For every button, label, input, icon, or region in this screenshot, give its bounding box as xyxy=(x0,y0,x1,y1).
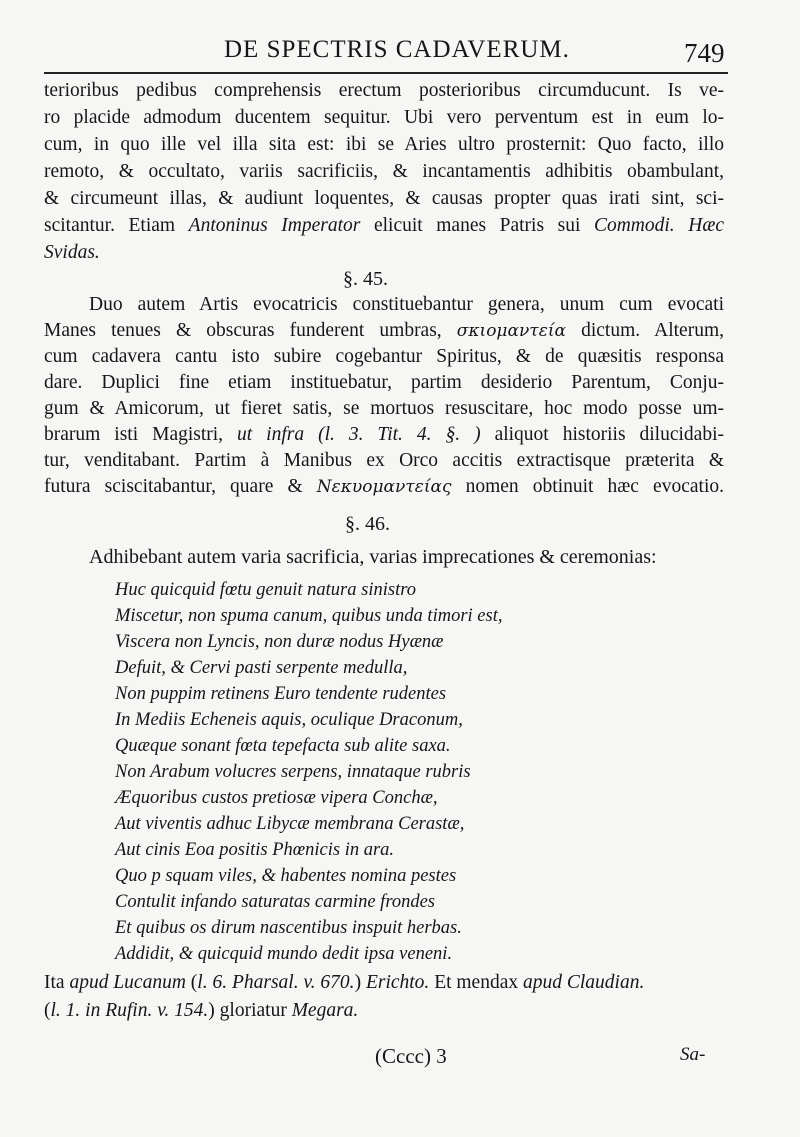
text-line xyxy=(44,972,724,994)
verse-line: Æquoribus custos pretiosæ vipera Conchæ, xyxy=(115,788,438,808)
verse-line: Defuit, & Cervi pasti serpente medulla, xyxy=(115,658,408,678)
source-name: apud Claudian. xyxy=(523,972,645,993)
text-run: brarum isti Magistri, xyxy=(44,424,238,445)
greek-term: σκιομαντεία xyxy=(456,321,566,341)
text-run: scitantur. Etiam xyxy=(44,215,189,236)
text-line xyxy=(44,1000,724,1022)
page-number: 749 xyxy=(684,38,725,68)
text-run: ) gloriatur xyxy=(208,1000,292,1021)
text-line: remoto, & occultato, variis sacrificiis, & incantamentis adhibitis obambulant, xyxy=(44,161,724,182)
text-line xyxy=(44,215,724,237)
text-run: Ita xyxy=(44,972,70,993)
cross-reference: ut infra (l. 3. Tit. 4. §. ) xyxy=(237,424,481,445)
catchword: Sa- xyxy=(680,1044,706,1065)
greek-term: Νεκυομαντείας xyxy=(316,477,452,497)
text-run: elicuit manes Patris sui xyxy=(360,215,594,236)
name-run: Antoninus Imperator xyxy=(188,215,361,236)
verse-line: Aut viventis adhuc Libycæ membrana Cerastæ, xyxy=(115,814,465,834)
section-heading: §. 46. xyxy=(345,513,390,535)
text-run: Et mendax xyxy=(429,972,523,993)
text-line: cum cadavera cantu isto subire cogebantur Spiritus, & de quæsitis responsa xyxy=(44,346,724,367)
verse-line: Quo p squam viles, & habentes nomina pestes xyxy=(115,866,457,886)
text-line: ro placide admodum ducentem sequitur. Ubi vero perventum est in eum lo- xyxy=(44,107,724,128)
text-run: futura sciscitabantur, quare & xyxy=(44,476,317,497)
header-rule xyxy=(44,72,728,74)
text-run: ( xyxy=(185,972,198,993)
verse-line: Non puppim retinens Euro tendente rudentes xyxy=(115,684,447,704)
text-run: ) xyxy=(354,972,366,993)
source-name: apud Lucanum xyxy=(69,972,186,993)
running-head: DE SPECTRIS CADAVERUM. xyxy=(224,36,570,63)
text-line xyxy=(44,476,724,498)
source-name: Svidas. xyxy=(44,242,100,263)
signature-mark: (Cccc) 3 xyxy=(375,1044,447,1068)
text-line xyxy=(44,242,724,264)
verse-line: Non Arabum volucres serpens, innataque rubris xyxy=(115,762,471,782)
verse-line: Et quibus os dirum nascentibus inspuit herbas. xyxy=(115,918,462,938)
text-line: gum & Amicorum, ut fieret satis, se mortuos resuscitare, hoc modo posse um- xyxy=(44,398,724,419)
verse-line: Quæque sonant fœta tepefacta sub alite saxa. xyxy=(115,736,451,756)
text-run: dictum. Alterum, xyxy=(565,320,724,341)
text-line: terioribus pedibus comprehensis erectum posterioribus circumducunt. Is ve- xyxy=(44,80,724,101)
intro-line: Adhibebant autem varia sacrificia, varias imprecationes & ceremonias: xyxy=(89,546,657,568)
text-line xyxy=(44,320,724,342)
text-run: Manes tenues & obscuras funderent umbras, xyxy=(44,320,457,341)
name-run: Megara. xyxy=(291,1000,359,1021)
verse-line: Contulit infando saturatas carmine frondes xyxy=(115,892,435,912)
citation: l. 1. in Rufin. v. 154. xyxy=(50,1000,209,1021)
text-line: dare. Duplici fine etiam instituebatur, partim desiderio Parentum, Conju- xyxy=(44,372,724,393)
verse-line: Miscetur, non spuma canum, quibus unda timori est, xyxy=(115,606,503,626)
citation: l. 6. Pharsal. v. 670. xyxy=(197,972,355,993)
verse-line: Addidit, & quicquid mundo dedit ipsa veneni. xyxy=(115,944,453,964)
text-run: nomen obtinuit hæc evocatio. xyxy=(451,476,724,497)
text-run: aliquot historiis dilucidabi- xyxy=(480,424,724,445)
name-run: Commodi. Hæc xyxy=(593,215,724,236)
text-line: cum, in quo ille vel illa sita est: ibi se Aries ultro prosternit: Quo facto, illo xyxy=(44,134,724,155)
name-run: Erichto. xyxy=(365,972,430,993)
section-heading: §. 45. xyxy=(343,268,388,290)
text-line: & circumeunt illas, & audiunt loquentes, & causas propter quas irati sint, sci- xyxy=(44,188,724,209)
verse-line: Aut cinis Eoa positis Phœnicis in ara. xyxy=(115,840,395,860)
text-line: tur, venditabant. Partim à Manibus ex Orco accitis extractisque præterita & xyxy=(44,450,724,471)
verse-line: Huc quicquid fœtu genuit natura sinistro xyxy=(115,580,416,600)
verse-line: In Mediis Echeneis aquis, oculique Draconum, xyxy=(115,710,463,730)
text-run: ( xyxy=(44,1000,51,1021)
text-line: Duo autem Artis evocatricis constituebantur genera, unum cum evocati xyxy=(89,294,724,315)
text-line xyxy=(44,424,724,446)
verse-line: Viscera non Lyncis, non duræ nodus Hyænæ xyxy=(115,632,444,652)
